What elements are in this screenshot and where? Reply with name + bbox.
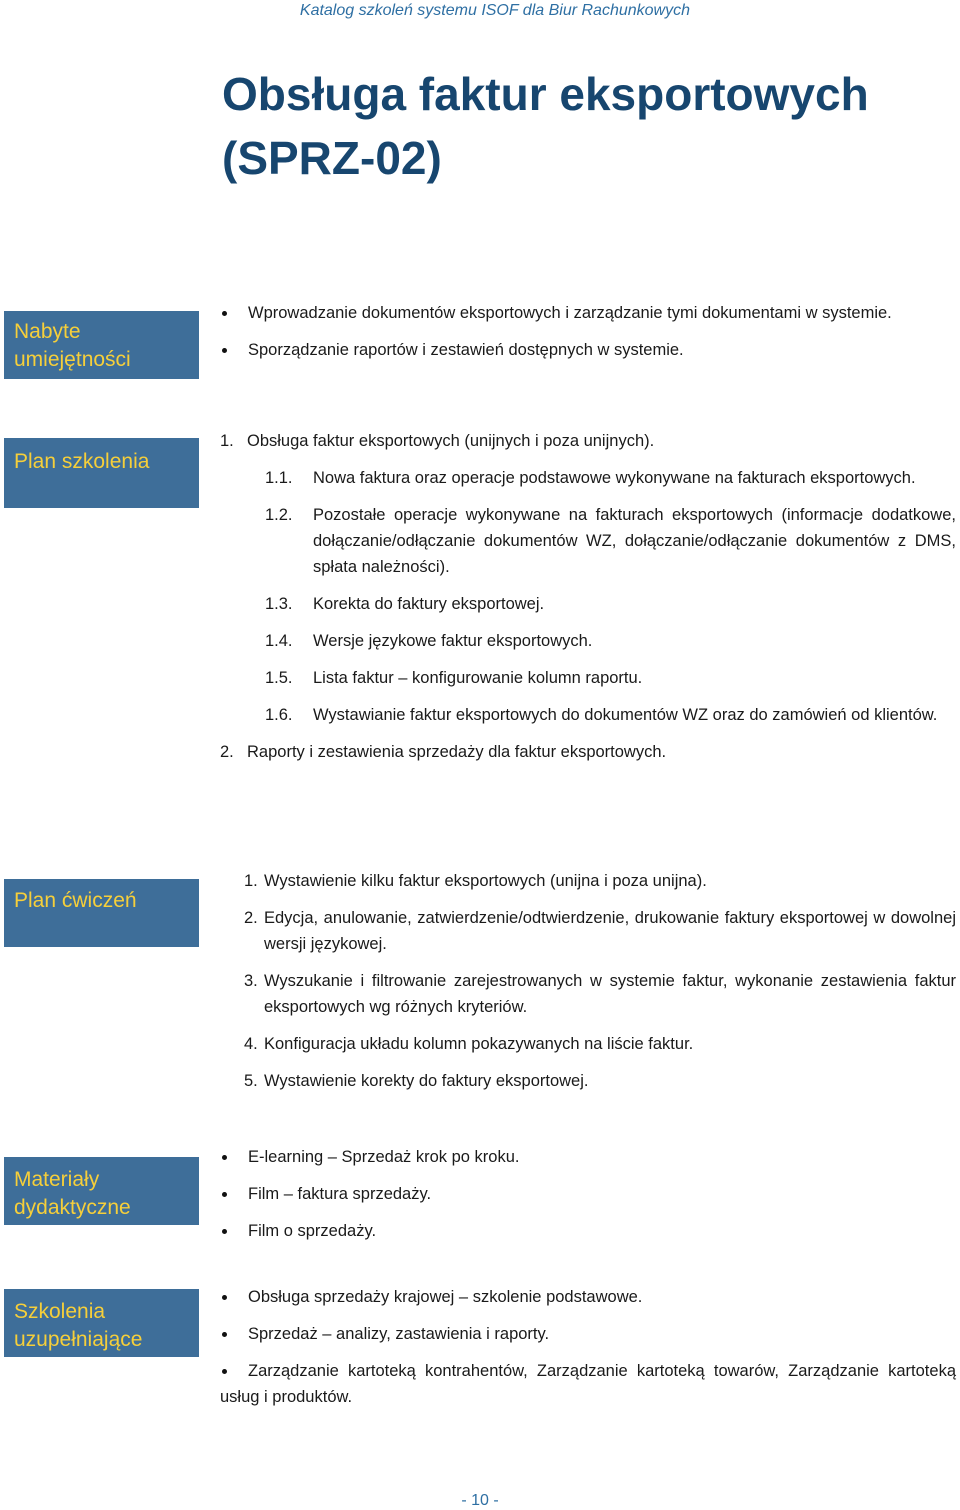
item-number: 1. [220, 432, 234, 450]
plan-item [220, 739, 956, 765]
exercise-item [220, 1031, 956, 1057]
plan-item [220, 665, 956, 691]
item-text: Obsługa faktur eksportowych (unijnych i poza unijnych). [247, 432, 655, 450]
catalog-header: Katalog szkoleń systemu ISOF dla Biur Rachunkowych [299, 2, 690, 19]
item-number: 5. [244, 1072, 258, 1090]
item-text: Wersje językowe faktur eksportowych. [313, 632, 593, 650]
item-text: Lista faktur – konfigurowanie kolumn raportu. [313, 669, 643, 687]
item-number: 1.3. [265, 595, 293, 613]
plan-item [220, 628, 956, 654]
label-line: dydaktyczne [14, 1196, 131, 1219]
list-item: Obsługa sprzedaży krajowej – szkolenie podstawowe. [220, 1284, 956, 1310]
item-text: Pozostałe operacje wykonywane na fakturach eksportowych (informacje dodatkowe, dołączanie/odłączanie dokumentów WZ, dołączanie/odłączanie dokumentów z DMS, spłata należności). [313, 506, 956, 576]
item-number: 3. [244, 972, 258, 990]
label-line: Szkolenia [14, 1300, 106, 1323]
materials-list [220, 1144, 956, 1255]
plan-list [220, 428, 956, 776]
section-label-materials [4, 1157, 199, 1225]
item-text: Korekta do faktury eksportowej. [313, 595, 545, 613]
list-item: Wprowadzanie dokumentów eksportowych i zarządzanie tymi dokumentami w systemie. [220, 300, 956, 326]
label-line: uzupełniające [14, 1328, 143, 1351]
item-text: Wystawienie korekty do faktury eksportowej. [264, 1072, 589, 1090]
item-number: 1.5. [265, 669, 293, 687]
label-line: Nabyte [14, 320, 81, 343]
item-text: Nowa faktura oraz operacje podstawowe wykonywane na fakturach eksportowych. [313, 469, 916, 487]
page-number: - 10 - [461, 1492, 499, 1509]
plan-item [220, 465, 956, 491]
label-line: Plan ćwiczeń [14, 889, 137, 912]
section-label-related [4, 1289, 199, 1357]
item-number: 1.6. [265, 706, 293, 724]
exercises-list [220, 868, 956, 1105]
item-text: Konfiguracja układu kolumn pokazywanych na liście faktur. [264, 1035, 694, 1053]
item-number: 1.4. [265, 632, 293, 650]
item-number: 1.1. [265, 469, 293, 487]
label-line: Materiały [14, 1168, 100, 1191]
list-item: Film o sprzedaży. [220, 1218, 956, 1244]
section-label-plan [4, 438, 199, 508]
item-text: Wystawienie kilku faktur eksportowych (unijna i poza unijna). [264, 872, 707, 890]
item-text: Wyszukanie i filtrowanie zarejestrowanych w systemie faktur, wykonanie zestawienia faktur eksportowych wg różnych kryteriów. [264, 972, 956, 1016]
list-item: Sprzedaż – analizy, zastawienia i raporty. [220, 1321, 956, 1347]
exercise-item [220, 968, 956, 1020]
list-item: Zarządzanie kartoteką kontrahentów, Zarządzanie kartoteką towarów, Zarządzanie kartoteką usług i produktów. [220, 1358, 956, 1410]
plan-item [220, 702, 956, 728]
label-line: Plan szkolenia [14, 450, 150, 473]
exercise-item [220, 1068, 956, 1094]
exercise-item [220, 905, 956, 957]
item-text: Raporty i zestawienia sprzedaży dla faktur eksportowych. [247, 743, 667, 761]
list-item: Film – faktura sprzedaży. [220, 1181, 956, 1207]
item-number: 1.2. [265, 506, 293, 524]
label-line: umiejętności [14, 348, 131, 371]
item-number: 2. [244, 909, 258, 927]
plan-item [220, 591, 956, 617]
plan-item [220, 428, 956, 454]
item-number: 2. [220, 743, 234, 761]
related-list [220, 1284, 956, 1421]
skills-list [220, 300, 956, 374]
item-number: 4. [244, 1035, 258, 1053]
exercise-item [220, 868, 956, 894]
item-text: Wystawianie faktur eksportowych do dokumentów WZ oraz do zamówień od klientów. [313, 706, 938, 724]
plan-item [220, 502, 956, 580]
list-item: Sporządzanie raportów i zestawień dostępnych w systemie. [220, 337, 956, 363]
item-number: 1. [244, 872, 258, 890]
page-title: Obsługa faktur eksportowych (SPRZ-02) [222, 68, 869, 184]
list-item: E-learning – Sprzedaż krok po kroku. [220, 1144, 956, 1170]
section-label-exercises [4, 879, 199, 947]
item-text: Edycja, anulowanie, zatwierdzenie/odtwierdzenie, drukowanie faktury eksportowej w dowolnej wersji językowej. [264, 909, 956, 953]
section-label-skills [4, 311, 199, 379]
